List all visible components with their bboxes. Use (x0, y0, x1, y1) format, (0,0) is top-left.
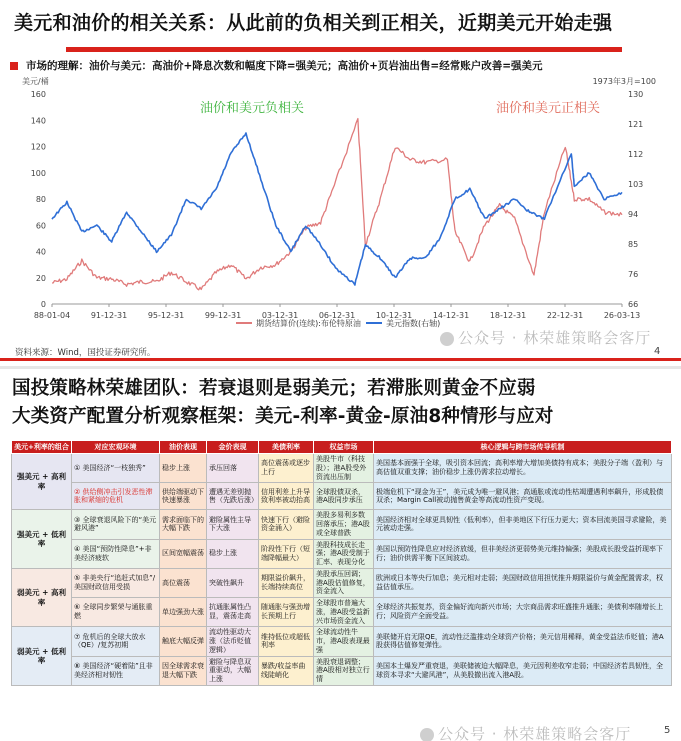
chart-svg (0, 72, 681, 334)
header-cell: 对应宏观环境 (72, 441, 160, 454)
gold-cell: 稳步上涨 (207, 539, 259, 568)
env-cell: ③ 全球衰退风险下的“美元避风港” (72, 510, 160, 539)
left-tick-label: 80 (36, 195, 46, 204)
oil-cell: 稳步上涨 (160, 454, 207, 483)
slide2-title-line2: 大类资产配置分析观察框架：美元-利率-黄金-原油8种情形与应对 (12, 402, 554, 428)
rate-cell: 高位震荡或逐步上行 (259, 454, 314, 483)
combo-cell: 弱美元 + 低利率 (12, 627, 72, 686)
slide-asset-framework (0, 366, 681, 741)
header-cell: 美元+利率的组合 (12, 441, 72, 454)
left-tick-label: 0 (41, 300, 46, 309)
rate-cell: 暴跌/收益率曲线陡峭化 (259, 656, 314, 685)
framework-table (11, 440, 672, 686)
x-tick-label: 95-12-31 (148, 311, 184, 320)
right-tick-label: 94 (628, 210, 638, 219)
source-note: 资料来源：Wind，国投证券研究所。 (15, 346, 155, 358)
subtitle-text: 市场的理解：油价与美元：高油价+降息次数和幅度下降=强美元；高油价+页岩油出售=经常账户改善=强美元 (26, 60, 543, 72)
oil-price-line (52, 119, 622, 290)
left-tick-label: 160 (31, 90, 46, 99)
x-tick-label: 06-12-31 (319, 311, 355, 320)
oil-cell: 区间宽幅震荡 (160, 539, 207, 568)
right-tick-label: 112 (628, 150, 643, 159)
logic-cell: 极端危机下“现金为王”，美元成为唯一避风港；高通胀或流动性枯竭遭遇利率飙升，形成股债双杀；Margin Call被动抛售黄金等高流动性资产变现。 (374, 483, 672, 510)
env-cell: ① 美国经济“一枝独秀” (72, 454, 160, 483)
combo-cell: 强美元 + 高利率 (12, 454, 72, 510)
oil-cell: 单边强劲大涨 (160, 598, 207, 627)
title-underline (66, 47, 622, 52)
page-number: 4 (654, 346, 660, 357)
header-cell: 金价表现 (207, 441, 259, 454)
oil-cell: 触底大幅反弹 (160, 627, 207, 656)
gold-cell: 承压回落 (207, 454, 259, 483)
left-tick-label: 120 (31, 143, 46, 152)
equity-cell: 全球股债双杀，港A股同步承压 (314, 483, 374, 510)
right-tick-label: 121 (628, 120, 643, 129)
right-tick-label: 130 (628, 90, 643, 99)
equity-cell: 美股承压回调；港A股估值修复，资金流入 (314, 568, 374, 597)
x-tick-label: 10-12-31 (376, 311, 412, 320)
table-row (12, 483, 672, 510)
gold-cell: 避险属性主导下大涨 (207, 510, 259, 539)
right-tick-label: 76 (628, 270, 638, 279)
table-row (12, 627, 672, 656)
table-row (12, 510, 672, 539)
x-tick-label: 18-12-31 (490, 311, 526, 320)
equity-cell: 美股科技成长走强；港A股受制于汇率、表现分化 (314, 539, 374, 568)
equity-cell: 美股多易利多数回落承压；港A股或全球普跌 (314, 510, 374, 539)
logic-cell: 美国基本面强于全球，吸引资本回流；高利率增大增加美债持有成本；美股分子端（盈利）与高估值双重支撑；油价稳步上涨仍需求拉动增长。 (374, 454, 672, 483)
table-row (12, 454, 672, 483)
watermark: 公众号 · 林荣雄策略会客厅 (440, 327, 651, 348)
table-row (12, 568, 672, 597)
oil-cell: 供给端驱动下快速暴涨 (160, 483, 207, 510)
env-cell: ④ 美国“预防性降息”+非美经济疲软 (72, 539, 160, 568)
x-tick-label: 26-03-13 (604, 311, 640, 320)
env-cell: ⑧ 美国经济“硬着陆”且非美经济相对韧性 (72, 656, 160, 685)
header-cell: 权益市场 (314, 441, 374, 454)
left-unit-label: 美元/桶 (22, 76, 49, 86)
rate-cell: 随通胀与强劲增长预期上行 (259, 598, 314, 627)
left-tick-label: 60 (36, 221, 46, 230)
logic-cell: 欧洲或日本等央行加息；美元相对走弱；美国财政信用担忧推升期限溢价与黄金配置需求，权益估值承压。 (374, 568, 672, 597)
rate-cell: 信用利差上升导致利率被动抬高 (259, 483, 314, 510)
gold-cell: 流动性驱动大涨（法币贬值逻辑） (207, 627, 259, 656)
slide-dollar-oil (0, 0, 681, 362)
right-tick-label: 85 (628, 240, 638, 249)
left-tick-label: 100 (31, 169, 46, 178)
oil-cell: 需求面临下的大幅下跌 (160, 510, 207, 539)
bullet-square-icon (10, 62, 18, 70)
env-cell: ⑥ 全球同步繁荣与通胀重燃 (72, 598, 160, 627)
table-row (12, 656, 672, 685)
slide2-title-line1: 国投策略林荣雄团队：若衰退则是弱美元；若滞胀则黄金不应弱 (12, 374, 536, 400)
page-number: 5 (664, 725, 670, 736)
left-tick-label: 140 (31, 116, 46, 125)
right-tick-label: 66 (628, 300, 638, 309)
watermark: 公众号 · 林荣雄策略会客厅 (420, 723, 631, 741)
logic-cell: 美国以预防性降息应对经济放缓，但非美经济更弱势美元维持偏强；美股成长股受益折现率下行；油价供需平衡下区间波动。 (374, 539, 672, 568)
combo-cell: 强美元 + 低利率 (12, 510, 72, 569)
env-cell: ⑤ 非美央行“追赶式加息”/美国财政信用受损 (72, 568, 160, 597)
table-row (12, 539, 672, 568)
x-tick-label: 99-12-31 (205, 311, 241, 320)
logic-cell: 美国本土爆发严重衰退，美联储被迫大幅降息，美元因利差收窄走弱；中国经济若具韧性，全球资本寻求“大避风港”，从美股撤出流入港A股。 (374, 656, 672, 685)
table-header-row (12, 441, 672, 454)
legend-label-dollar: 美元指数(右轴) (386, 318, 440, 328)
x-tick-label: 91-12-31 (91, 311, 127, 320)
header-cell: 核心逻辑与跨市场传导机制 (374, 441, 672, 454)
oil-cell: 高位震荡 (160, 568, 207, 597)
equity-cell: 美股牛市（科技股）；港A股受外资流出压制 (314, 454, 374, 483)
equity-cell: 全球股市普遍大涨，港A股受益新兴市场资金流入 (314, 598, 374, 627)
right-tick-label: 103 (628, 180, 643, 189)
logic-cell: 美国经济相对全球更具韧性（低利率），但非美地区下行压力更大；资本回流美国寻求避险，美元被动走强。 (374, 510, 672, 539)
env-cell: ② 供给侧冲击引发恶性滞胀和紧缩的危机 (72, 483, 160, 510)
gold-cell: 遭遇无差别抛售（先跌后涨） (207, 483, 259, 510)
x-tick-label: 14-12-31 (433, 311, 469, 320)
logic-cell: 美联储开启无限QE，流动性泛滥推动全球资产价格；美元信用稀释，黄金受益法币贬值；港A股获得估值修复弹性。 (374, 627, 672, 656)
x-tick-label: 88-01-04 (34, 311, 70, 320)
slide1-subtitle (10, 58, 543, 73)
oil-dollar-chart (0, 72, 681, 334)
table-row (12, 598, 672, 627)
gold-cell: 突破性飙升 (207, 568, 259, 597)
wechat-icon (440, 332, 454, 346)
rate-cell: 阶段性下行（短端降幅最大） (259, 539, 314, 568)
left-tick-label: 20 (36, 274, 46, 283)
left-tick-label: 40 (36, 248, 46, 257)
right-unit-label: 1973年3月=100 (593, 76, 656, 86)
x-tick-label: 03-12-31 (262, 311, 298, 320)
header-cell: 美债利率 (259, 441, 314, 454)
rate-cell: 期限溢价飙升，长端持续高位 (259, 568, 314, 597)
footer-bar (0, 358, 681, 361)
gold-cell: 避险与降息双重驱动，大幅上涨 (207, 656, 259, 685)
equity-cell: 美股衰退调整；港A股相对独立行情 (314, 656, 374, 685)
slide1-title: 美元和油价的相关关系：从此前的负相关到正相关，近期美元开始走强 (14, 8, 612, 35)
gold-cell: 抗通胀属性凸显，震荡走高 (207, 598, 259, 627)
wechat-icon (420, 728, 434, 741)
annotation-negative-correlation: 油价和美元负相关 (200, 100, 304, 116)
env-cell: ⑦ 危机后的全球大放水（QE）/复苏初期 (72, 627, 160, 656)
oil-cell: 因全球需求衰退大幅下跌 (160, 656, 207, 685)
x-tick-label: 22-12-31 (547, 311, 583, 320)
logic-cell: 全球经济共振复苏，资金偏好流向新兴市场；大宗商品需求旺盛推升通胀；美债利率随增长上行；风险资产全面受益。 (374, 598, 672, 627)
equity-cell: 全球流动性牛市，港A股表现最强 (314, 627, 374, 656)
rate-cell: 快速下行（避险资金涌入） (259, 510, 314, 539)
annotation-positive-correlation: 油价和美元正相关 (496, 100, 600, 116)
rate-cell: 维持低位或超低利率 (259, 627, 314, 656)
header-cell: 油价表现 (160, 441, 207, 454)
combo-cell: 弱美元 + 高利率 (12, 568, 72, 627)
legend-label-oil: 期货结算价(连续):布伦特原油 (256, 318, 361, 328)
